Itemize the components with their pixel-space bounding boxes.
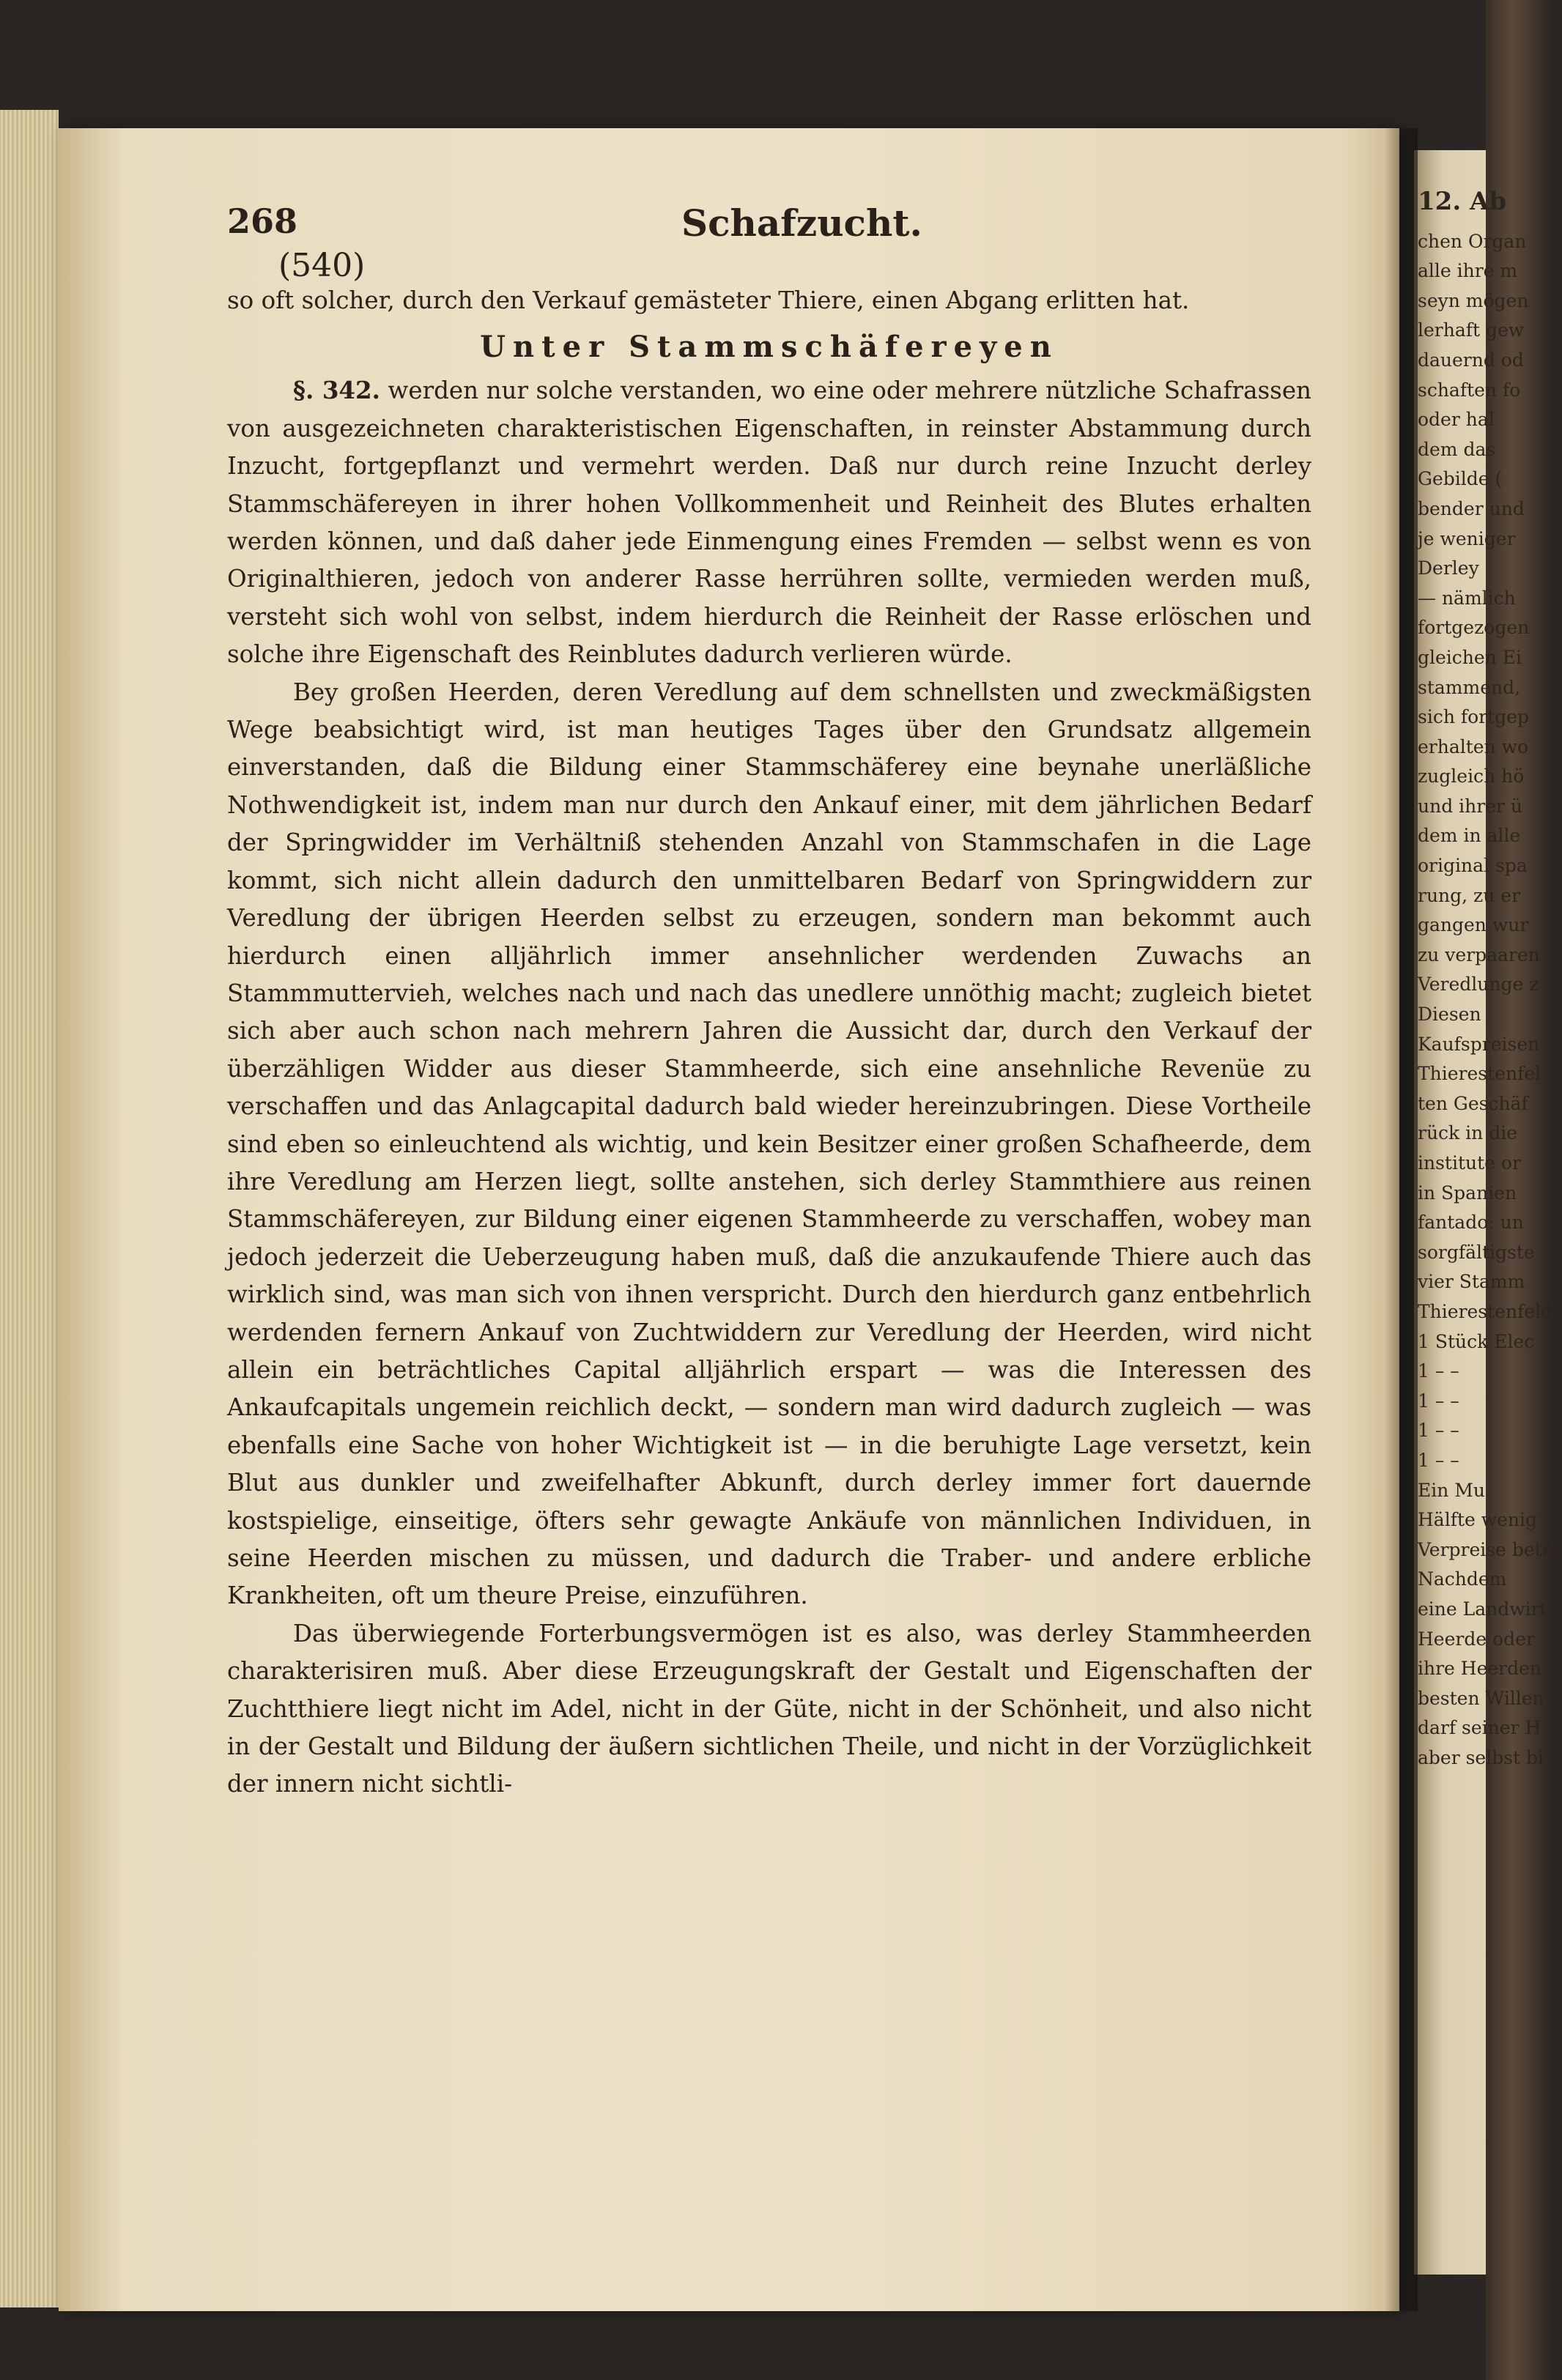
right-page-line: Ein Mu [1418, 1479, 1485, 1501]
right-page-line: Heerde oder [1418, 1628, 1535, 1650]
right-page-line: gleichen Ei [1418, 646, 1522, 668]
right-page-line: gangen wur [1418, 914, 1529, 936]
right-page-line: original spa [1418, 855, 1528, 877]
right-page-line: sich fortgep [1418, 706, 1529, 728]
right-page-line: institute or [1418, 1152, 1521, 1174]
paragraph: Bey großen Heerden, deren Veredlung auf dem schnellsten und zweckmäßigsten Wege beabsichtigt wird, ist man heutiges Tages über den Grundsatz allgemein einverstanden, daß die Bildung einer Stammschäferey eine beynahe unerläßliche Nothwendigkeit ist, indem man nur durch den Ankauf einer, mit dem jährlichen Bedarf der Springwidder im Verhältniß stehenden Anzahl von Stammschafen in die Lage kommt, sich nicht allein dadurch den unmittelbaren Bedarf von Springwiddern zur Veredlung der übrigen Heerden selbst zu erzeugen, sondern man bekommt auch hierdurch einen alljährlich immer ansehnlicher werdenden Zuwachs an Stammmuttervieh, welches nach und nach das unedlere unnöthig macht; zugleich bietet sich aber auch schon nach mehrern Jahren die Aussicht dar, durch den Verkauf der überzähligen Widder aus dieser Stammheerde, sich eine ansehnliche Revenüe zu verschaffen und das Anlagcapital dadurch bald wieder hereinzubringen. Diese Vortheile sind eben so einleuchtend als wichtig, und kein Besitzer einer großen Schafheerde, dem ihre Veredlung am Herzen liegt, sollte anstehen, sich derley Stammthiere aus reinen Stammschäfereyen, zur Bildung einer eigenen Stammheerde zu verschaffen, wobey man jedoch jederzeit die Ueberzeugung haben muß, daß die anzukaufende Thiere auch das wirklich sind, was man sich von ihnen verspricht. Durch den hierdurch ganz entbehrlich werdenden fernern Ankauf von Zuchtwiddern zur Veredlung der Heerden, wird nicht allein ein beträchtliches Capital alljährlich erspart — was die Interessen des Ankaufcapitals ungemein reichlich deckt, — sondern man wird dadurch zugleich — was ebenfalls eine Sache von hoher Wichtigkeit ist — in die beruhigte Lage versetzt, kein Blut aus dunkler und zweifelhafter Abkunft, durch derley immer fort dauernde kostspielige, einseitige, öfters sehr gewagte Ankäufe von männlichen Individuen, in seine Heerden mischen zu müssen, und dadurch die Traber- und andere erbliche Krankheiten, oft um theure Preise, einzuführen. [227, 678, 1311, 1610]
right-page-line: zugleich hö [1418, 765, 1525, 787]
right-page-line: vier Stamm [1418, 1271, 1525, 1293]
right-page-line: stammend, [1418, 676, 1521, 698]
gutter-shadow [1385, 128, 1418, 2311]
right-page-line: 1 – – [1418, 1420, 1459, 1442]
right-page-line: dauernd od [1418, 349, 1524, 371]
right-page-line: rung, zu er [1418, 884, 1521, 906]
section-heading: Unter Stammschäfereyen [480, 330, 1059, 365]
right-page-line: aber selbst bi [1418, 1746, 1544, 1768]
right-page-line: 1 – – [1418, 1360, 1459, 1382]
right-page-line: Veredlunge z [1418, 974, 1539, 996]
right-page-line: Kaufspreisen [1418, 1033, 1540, 1055]
right-page-line: darf seiner H [1418, 1717, 1541, 1739]
right-page-line: rück in die [1418, 1122, 1517, 1144]
right-page-line: 1 – – [1418, 1390, 1459, 1412]
right-page-line: fantado: un [1418, 1212, 1524, 1234]
page-edges [0, 110, 59, 2307]
running-head [227, 201, 1311, 282]
right-page-fragment [1418, 187, 1562, 1773]
right-page-line: dem das [1418, 438, 1496, 460]
paragraph-body: werden nur solche verstanden, wo eine oder mehrere nützliche Schafrassen von ausgezeichneten charakteristischen Eigenschaften, in reinster Abstammung durch Inzucht, fortgepflanzt und vermehrt werden. Daß nur durch reine Inzucht derley Stammschäfereyen in ihrer hohen Vollkommenheit und Reinheit des Blutes erhalten werden können, und daß daher jede Einmengung eines Fremden — selbst wenn es von Originalthieren, jedoch von anderer Rasse herrühren sollte, vermieden werden muß, versteht sich wohl von selbst, indem hierdurch die Reinheit der Rasse erlöschen und solche ihre Eigenschaft des Reinblutes dadurch verlieren würde. [227, 377, 1311, 669]
paragraph: Das überwiegende Forterbungsvermögen ist es also, was derley Stammheerden charakterisiren muß. Aber diese Erzeugungskraft der Gestalt und Eigenschaften der Zuchtthiere liegt nicht im Adel, nicht in der Güte, nicht in der Schönheit, und also nicht in der Gestalt und Bildung der äußern sichtlichen Theile, und nicht in der Vorzüglichkeit der innern nicht sichtli- [227, 1619, 1311, 1798]
right-page-line: in Spanien [1418, 1182, 1517, 1204]
right-page-line: 1 – – [1418, 1449, 1459, 1471]
right-page-line: bender und [1418, 497, 1525, 519]
page-number: 268 [227, 201, 298, 241]
signature-mark: (540) [278, 247, 366, 284]
right-page-line: eine Landwirt [1418, 1598, 1547, 1620]
right-page-line: chen Organ [1418, 230, 1527, 252]
right-page-line: fortgezogen [1418, 617, 1530, 639]
left-page-text [227, 201, 1311, 1803]
right-page-line: Nachdem [1418, 1568, 1507, 1590]
right-page-line: seyn mögen [1418, 289, 1529, 311]
right-page-line: erhalten wo [1418, 735, 1529, 757]
right-page-line: und ihrer ü [1418, 795, 1522, 817]
paragraph-number: §. 342. [293, 376, 380, 405]
right-page-line: je weniger [1418, 527, 1516, 549]
right-page-line: Verpreise betra [1418, 1538, 1562, 1560]
right-page-line: ihre Heerden [1418, 1658, 1542, 1680]
paragraph-342 [227, 371, 1311, 673]
right-page-head: 12. Ab [1418, 187, 1507, 216]
right-page-line: oder hal [1418, 409, 1495, 431]
right-page-line: 1 Stück Elec [1418, 1330, 1535, 1352]
paragraph: so oft solcher, durch den Verkauf gemästeter Thiere, einen Abgang erlitten hat. [227, 286, 1190, 314]
right-page-line: Hälfte wenig [1418, 1509, 1538, 1531]
right-page-line: Thierestenfeld [1418, 1300, 1553, 1322]
right-page-line: ten Geschäf [1418, 1092, 1528, 1114]
right-page-line: sorgfältigste [1418, 1241, 1535, 1263]
right-page-line: zu verpaaren [1418, 944, 1540, 965]
right-page-line: Diesen [1418, 1004, 1481, 1026]
right-page-line: — nämlich [1418, 587, 1516, 609]
right-page-line: alle ihre m [1418, 260, 1518, 282]
right-page-line: Derley [1418, 557, 1479, 579]
right-page-line: besten Willen [1418, 1687, 1544, 1709]
right-page-line: dem in alle [1418, 825, 1521, 847]
right-page-line: Gebilde ( [1418, 468, 1503, 490]
right-page-line: schaften fo [1418, 379, 1521, 401]
right-page-line: lerhaft gew [1418, 319, 1525, 341]
right-page-lines [1418, 227, 1562, 1773]
running-title: Schafzucht. [681, 201, 922, 245]
right-page-line: Thierestenfel [1418, 1063, 1541, 1085]
